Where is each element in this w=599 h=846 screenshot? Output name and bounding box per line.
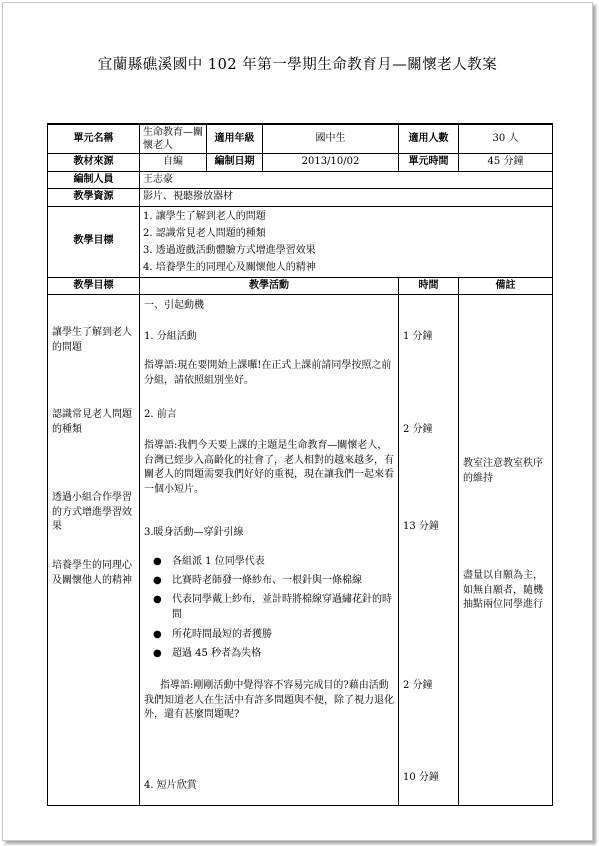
goal-text: 讓學生了解到老人的問題 [52, 327, 132, 353]
author-value: 王志豪 [140, 171, 553, 189]
time-label: 單元時間 [399, 154, 459, 172]
date-label: 編制日期 [207, 154, 263, 172]
goals-column [48, 295, 140, 806]
guide-text: 指導語:我們今天要上課的主題是生命教育—關懷老人，台灣已經步入高齡化的社會了，老人相對的越來越多，有關老人的問題需要我們好好的重視，現在讓我們一起來看一個小短片。 [144, 440, 394, 495]
goal-item: 2. 認識常見老人問題的種類 [143, 227, 266, 239]
grade-value: 國中生 [263, 124, 399, 154]
info-row-goals [48, 206, 553, 277]
time-entry: 1 分鐘 [403, 331, 433, 342]
document-page [2, 2, 593, 841]
goal-item: 3. 透過遊戲活動體驗方式增進學習效果 [143, 244, 316, 256]
resource-value: 影片、視聽撥放器材 [140, 189, 553, 207]
goal-text: 認識常見老人問題的種類 [52, 409, 132, 435]
goals-label: 教學目標 [48, 206, 140, 277]
page-title: 宜蘭縣礁溪國中 102 年第一學期生命教育月—關懷老人教案 [97, 57, 498, 73]
note-text: 教室注意教室秩序的維持 [463, 458, 543, 484]
header-time: 時間 [399, 277, 459, 295]
bullet-item: ● 比賽時老師發一條紗布、一根針與一條棉線 [172, 574, 394, 589]
activity-item: 4. 短片欣賞 [144, 780, 197, 791]
unit-value: 生命教育—關懷老人 [140, 124, 207, 154]
goal-item: 4. 培養學生的同理心及關懷他人的精神 [143, 261, 316, 273]
bullet-item: ● 代表同學戴上紗布，並計時將棉線穿過繡花針的時間 [172, 593, 394, 622]
time-column [399, 295, 459, 806]
info-row-unit [48, 124, 553, 154]
activity-body-row [48, 295, 553, 806]
activity-item: 1. 分組活動 [144, 331, 197, 342]
info-row-resource [48, 189, 553, 207]
header-goal: 教學目標 [48, 277, 140, 295]
source-value: 自編 [140, 154, 207, 172]
bullet-item: ● 各組派 1 位同學代表 [172, 555, 394, 570]
source-label: 教材來源 [48, 154, 140, 172]
info-row-author [48, 171, 553, 189]
count-value: 30 人 [459, 124, 553, 154]
note-text: 盡量以自願為主，如無自願者，隨機抽點兩位同學進行 [463, 570, 543, 610]
time-entry: 13 分鐘 [403, 521, 439, 532]
time-entry: 2 分鐘 [403, 424, 433, 435]
goal-text: 透過小組合作學習的方式增進學習效果 [52, 492, 132, 532]
unit-label: 單元名稱 [48, 124, 140, 154]
goal-item: 1. 讓學生了解到老人的問題 [143, 210, 266, 222]
guide-text: 指導語:現在要開始上課囉!在正式上課前請同學按照之前分組，請依照組別坐好。 [144, 360, 392, 386]
goal-text: 培養學生的同理心及關懷他人的精神 [52, 560, 132, 586]
bullet-item: ● 所花時間最短的者獲勝 [172, 628, 394, 643]
info-row-source [48, 154, 553, 172]
goals-list [140, 206, 553, 277]
resource-label: 教學資源 [48, 189, 140, 207]
activity-column [140, 295, 399, 806]
header-activity: 教學活動 [140, 277, 399, 295]
time-entry: 2 分鐘 [403, 680, 433, 691]
time-value: 45 分鐘 [459, 154, 553, 172]
activity-item: 3.暖身活動—穿針引線 [144, 527, 244, 538]
header-note: 備註 [459, 277, 553, 295]
count-label: 適用人數 [399, 124, 459, 154]
guide-text: 指導語:剛剛活動中覺得容不容易完成目的?藉由活動我們知道老人在生活中有許多問題與不便，除了視力退化外，還有甚麼問題呢? [144, 680, 394, 720]
lesson-plan-table [47, 123, 553, 806]
author-label: 編制人員 [48, 171, 140, 189]
time-entry: 10 分鐘 [403, 772, 439, 783]
section-heading: 一、引起動機 [144, 300, 204, 311]
bullet-item: ● 超過 45 秒者為失格 [172, 647, 394, 662]
note-column [459, 295, 553, 806]
grade-label: 適用年級 [207, 124, 263, 154]
activity-item: 2. 前言 [144, 409, 177, 420]
activity-header-row [48, 277, 553, 295]
date-value: 2013/10/02 [263, 154, 399, 172]
